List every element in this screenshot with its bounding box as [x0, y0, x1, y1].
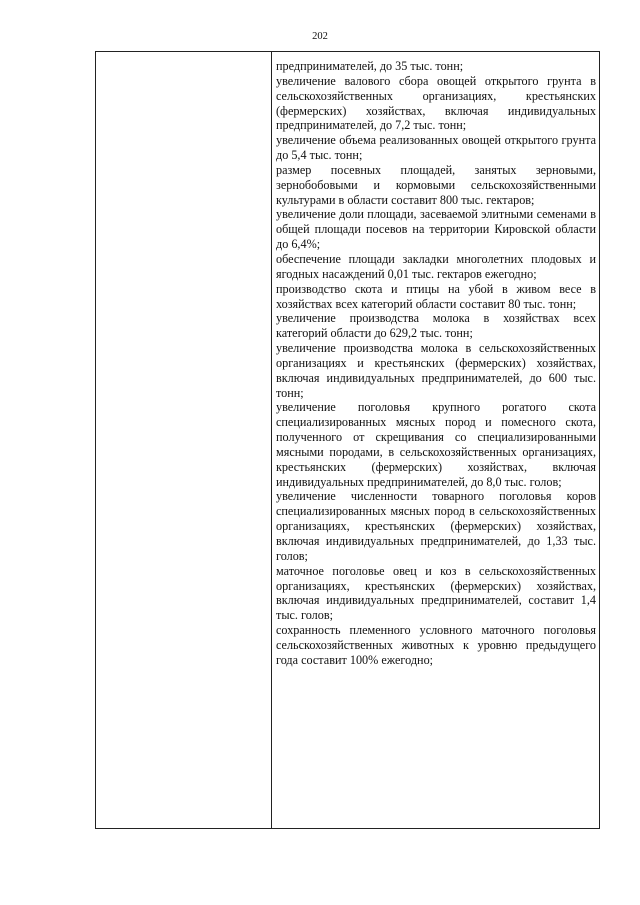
list-item: сохранность племенного условного маточного поголовья сельскохозяйственных животных к уровню предыдущего года составит 100% ежегодно;	[276, 623, 596, 667]
table-right-column	[272, 52, 599, 828]
list-item: предпринимателей, до 35 тыс. тонн;	[276, 59, 464, 73]
list-item: увеличение объема реализованных овощей открытого грунта до 5,4 тыс. тонн;	[276, 133, 596, 163]
list-item: производство скота и птицы на убой в живом весе в хозяйствах всех категорий области составит 80 тыс. тонн;	[276, 281, 596, 311]
list-item: маточное поголовье овец и коз в сельскохозяйственных организациях, крестьянских (фермерских) хозяйствах, включая индивидуальных предпринимателей, составит 1,4 тыс. голов;	[276, 563, 596, 623]
list-item: увеличение поголовья крупного рогатого скота специализированных мясных пород и помесного скота, полученного от скрещивания со специализированными мясными породами, в сельскохозяйственных организациях, крестьянских (фермерских) хозяйствах, включая индивидуальных предпринимателей, до 8,0 тыс. голов;	[276, 400, 596, 489]
list-item: обеспечение площади закладки многолетних плодовых и ягодных насаждений 0,01 тыс. гектаров ежегодно;	[276, 251, 596, 281]
list-item: размер посевных площадей, занятых зерновыми, зернобобовыми и кормовыми сельскохозяйственными культурами в области составит 800 тыс. гектаров;	[276, 162, 596, 207]
page-number: 202	[312, 31, 328, 42]
list-item: увеличение производства молока в хозяйствах всех категорий области до 629,2 тыс. тонн;	[276, 311, 596, 341]
document-table	[95, 51, 600, 829]
list-item: увеличение численности товарного поголовья коров специализированных мясных пород в сельскохозяйственных организациях, крестьянских (фермерских) хозяйствах, включая индивидуальных предпринимателей, до 1,33 тыс. голов;	[276, 489, 596, 563]
table-left-column	[96, 52, 272, 828]
list-item: увеличение производства молока в сельскохозяйственных организациях и крестьянских (фермерских) хозяйствах, включая индивидуальных предпринимателей, до 600 тыс. тонн;	[276, 341, 596, 400]
list-item: увеличение доли площади, засеваемой элитными семенами в общей площади посевов на территории Кировской области до 6,4%;	[276, 207, 596, 252]
list-item: увеличение валового сбора овощей открытого грунта в сельскохозяйственных организациях, крестьянских (фермерских) хозяйствах, включая индивидуальных предпринимателей, до 7,2 тыс. тонн;	[276, 73, 596, 133]
